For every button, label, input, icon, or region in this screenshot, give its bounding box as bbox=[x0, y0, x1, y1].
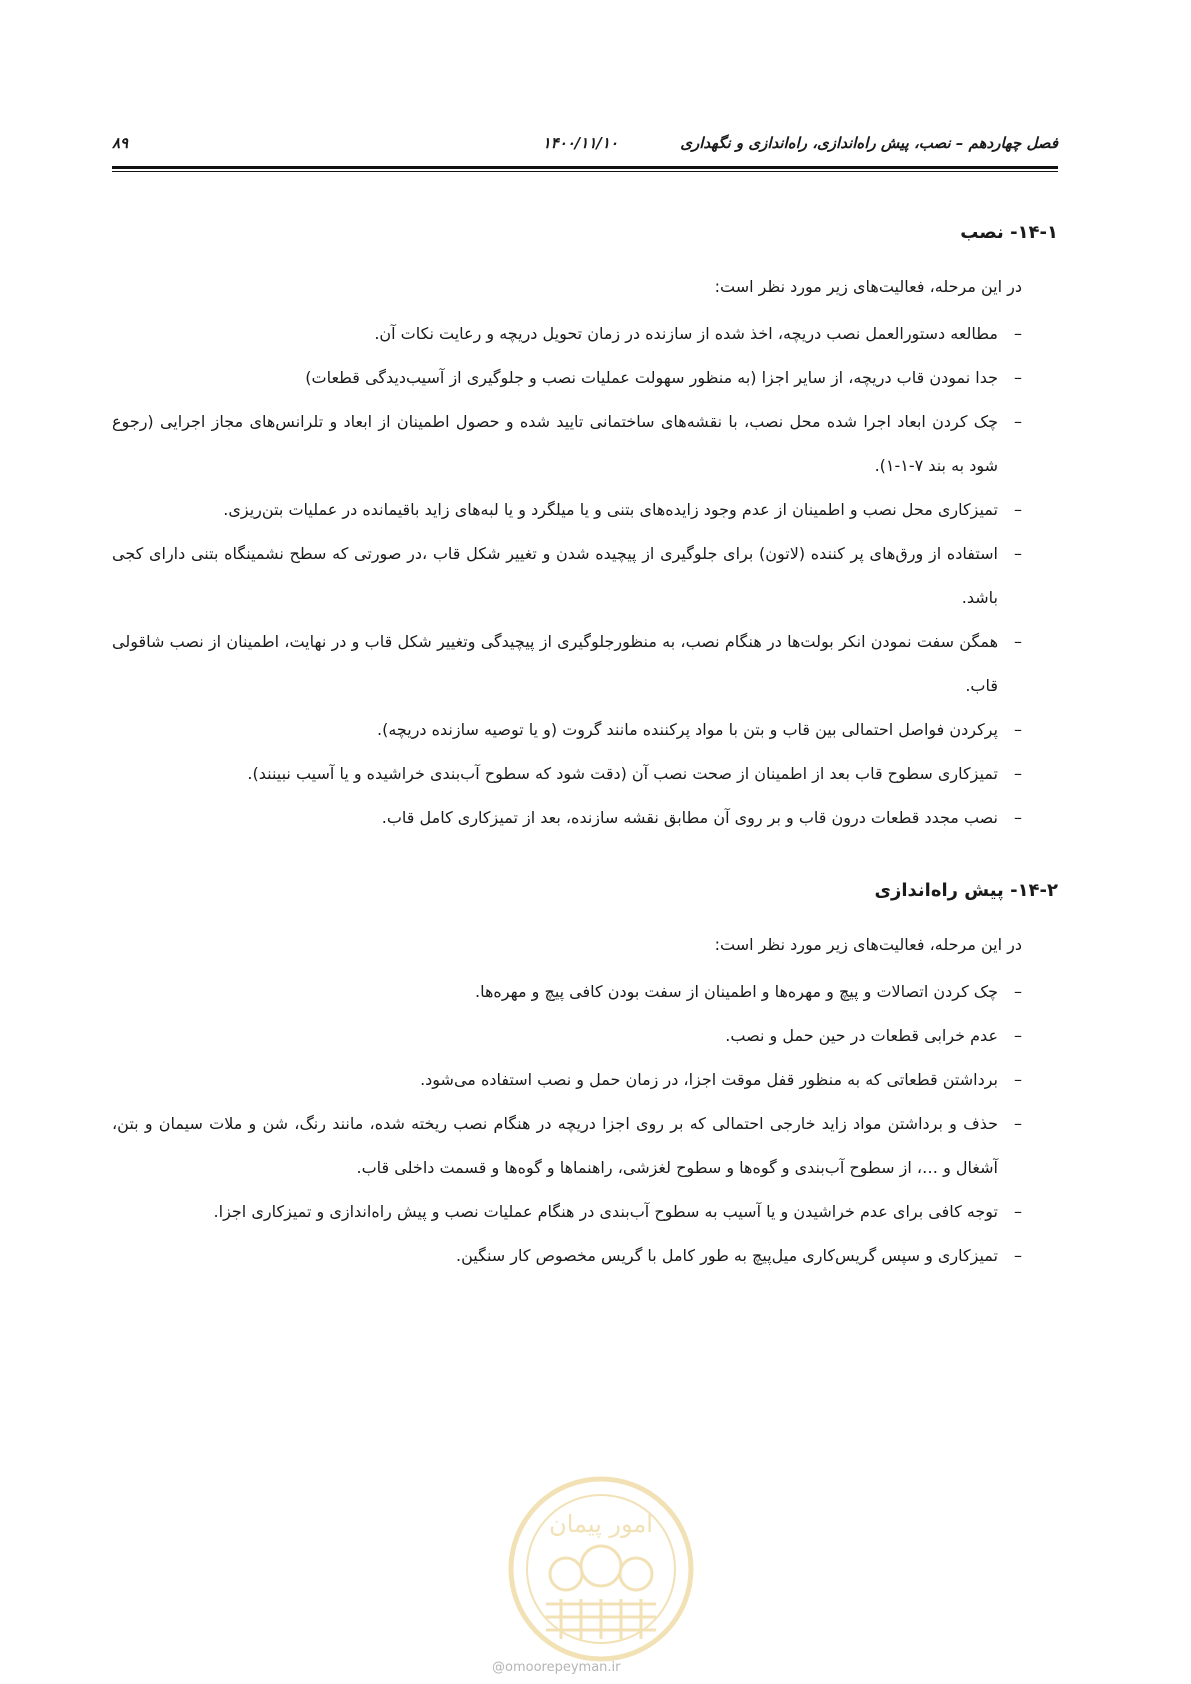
dash-bullet: – bbox=[1014, 1070, 1022, 1089]
list-item: – حذف و برداشتن مواد زاید خارجی احتمالی که بر روی اجزا دریچه در هنگام نصب ریخته شده، مانند رنگ، شن و ملات سیمان و بتن، آشغال و …، از سطوح آب‌بندی و گوه‌ها و سطوح لغزشی، راهنماها و گوه‌ها و قسمت داخلی قاب. bbox=[112, 1102, 1058, 1190]
section-title: ۱۴-۲- پیش راه‌اندازی bbox=[874, 880, 1058, 901]
dash-bullet: – bbox=[1014, 1246, 1022, 1265]
list-item: – توجه کافی برای عدم خراشیدن و یا آسیب به سطوح آب‌بندی در هنگام عملیات نصب و پیش راه‌اندازی و تمیزکاری اجزا. bbox=[112, 1190, 1058, 1234]
dash-bullet: – bbox=[1014, 764, 1022, 783]
header-date: ۱۴۰۰/۱۱/۱۰ bbox=[542, 134, 618, 152]
list-item: – چک کردن اتصالات و پیچ و مهره‌ها و اطمینان از سفت بودن کافی پیچ و مهره‌ها. bbox=[112, 970, 1058, 1014]
grid-icon bbox=[546, 1599, 656, 1639]
list-item: – تمیزکاری و سپس گریس‌کاری میل‌پیچ به طور کامل با گریس مخصوص کار سنگین. bbox=[112, 1234, 1058, 1278]
chapter-title: فصل چهاردهم – نصب، پیش راه‌اندازی، راه‌اندازی و نگهداری bbox=[680, 134, 1058, 152]
list-item: – تمیزکاری محل نصب و اطمینان از عدم وجود زایده‌های بتنی و یا میلگرد و یا لبه‌های زاید باقیمانده در عملیات بتن‌ریزی. bbox=[112, 488, 1058, 532]
section-installation bbox=[112, 220, 1058, 840]
seal-watermark bbox=[506, 1474, 696, 1664]
factory-icon bbox=[620, 1558, 652, 1590]
header-rule bbox=[112, 166, 1058, 169]
dash-bullet: – bbox=[1014, 500, 1022, 519]
website-watermark: @omoorepeyman.ir bbox=[492, 1660, 621, 1675]
section-intro: در این مرحله، فعالیت‌های زیر مورد نظر است: bbox=[714, 277, 1022, 296]
dash-bullet: – bbox=[1014, 1202, 1022, 1221]
page-body bbox=[112, 220, 1058, 1278]
dash-bullet: – bbox=[1014, 720, 1022, 739]
list-item: – پرکردن فواصل احتمالی بین قاب و بتن با مواد پرکننده مانند گروت (و یا توصیه سازنده دریچه). bbox=[112, 708, 1058, 752]
list-item: – جدا نمودن قاب دریچه، از سایر اجزا (به منظور سهولت عملیات نصب و جلوگیری از آسیب‌دیدگی قطعات) bbox=[112, 356, 1058, 400]
list-item: – همگن سفت نمودن انکر بولت‌ها در هنگام نصب، به منظورجلوگیری از پیچیدگی وتغییر شکل قاب و در نهایت، اطمینان از نصب شاقولی قاب. bbox=[112, 620, 1058, 708]
seal-text: امور پیمان bbox=[549, 1510, 653, 1538]
list-item: – تمیزکاری سطوح قاب بعد از اطمینان از صحت نصب آن (دقت شود که سطوح آب‌بندی خراشیده و یا آسیب نبینند). bbox=[112, 752, 1058, 796]
dash-bullet: – bbox=[1014, 544, 1022, 563]
list-item: – مطالعه دستورالعمل نصب دریچه، اخذ شده از سازنده در زمان تحویل دریچه و رعایت نکات آن. bbox=[112, 312, 1058, 356]
dash-bullet: – bbox=[1014, 632, 1022, 651]
section-title: ۱۴-۱- نصب bbox=[960, 222, 1058, 243]
section-intro: در این مرحله، فعالیت‌های زیر مورد نظر است: bbox=[714, 935, 1022, 954]
scale-icon bbox=[550, 1558, 582, 1590]
section-pre-commissioning bbox=[112, 878, 1058, 1278]
dash-bullet: – bbox=[1014, 412, 1022, 431]
dash-bullet: – bbox=[1014, 324, 1022, 343]
page-number: ۸۹ bbox=[112, 134, 129, 152]
dash-bullet: – bbox=[1014, 982, 1022, 1001]
header-rule-thin bbox=[112, 171, 1058, 172]
activity-list bbox=[112, 970, 1058, 1278]
list-item: – عدم خرابی قطعات در حین حمل و نصب. bbox=[112, 1014, 1058, 1058]
dash-bullet: – bbox=[1014, 808, 1022, 827]
dash-bullet: – bbox=[1014, 1114, 1022, 1133]
handshake-icon bbox=[581, 1546, 621, 1586]
list-item: – استفاده از ورق‌های پر کننده (لاتون) برای جلوگیری از پیچیده شدن و تغییر شکل قاب ،در صورتی که سطح نشمینگاه بتنی دارای کجی باشد. bbox=[112, 532, 1058, 620]
list-item: – نصب مجدد قطعات درون قاب و بر روی آن مطابق نقشه سازنده، بعد از تمیزکاری کامل قاب. bbox=[112, 796, 1058, 840]
dash-bullet: – bbox=[1014, 1026, 1022, 1045]
dash-bullet: – bbox=[1014, 368, 1022, 387]
list-item: – برداشتن قطعاتی که به منظور قفل موقت اجزا، در زمان حمل و نصب استفاده می‌شود. bbox=[112, 1058, 1058, 1102]
activity-list bbox=[112, 312, 1058, 840]
page-header bbox=[112, 134, 1058, 160]
list-item: – چک کردن ابعاد اجرا شده محل نصب، با نقشه‌های ساختمانی تایید شده و حصول اطمینان از ابعاد و تلرانس‌های مجاز اجرایی (رجوع شود به بند ۷-۱-۱). bbox=[112, 400, 1058, 488]
